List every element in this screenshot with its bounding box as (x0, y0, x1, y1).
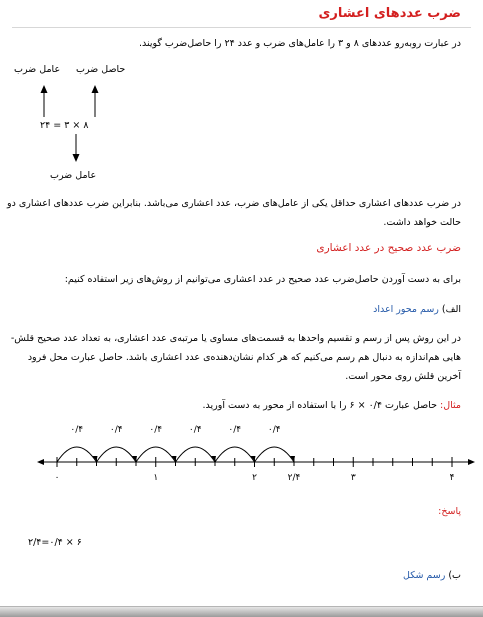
method-a-line-2: هایی هم‌اندازه به دنبال هم رسم می‌کنیم که هر کدام نشان‌دهنده‌ی عدد اعشاری باشد. حاصل عبارت محل فرود (27, 352, 461, 363)
section-heading: ضرب عدد صحیح در عدد اعشاری (316, 242, 461, 254)
page-footer-bar (0, 606, 483, 617)
tick-label: ۳ (350, 473, 356, 483)
title-divider (12, 27, 471, 28)
arrow-down-head (73, 154, 80, 162)
factor-label-top: عامل ضرب (14, 64, 61, 75)
intro-paragraph: در عبارت روبه‌رو عددهای ۸ و ۳ را عامل‌های ضرب و عدد ۲۴ را حاصل‌ضرب گویند. (138, 38, 461, 49)
tick-label: ۱ (153, 473, 159, 483)
factor-equation: ۸ × ۳ = ۲۴ (40, 120, 89, 131)
section-intro: برای به دست آوردن حاصل‌ضرب عدد صحیح در عدد اعشاری می‌توانیم از روش‌های زیر استفاده کنیم: (64, 274, 461, 285)
factor-label-bottom: عامل ضرب (50, 170, 97, 181)
answer-equation: ۶ × ۰/۴=۲/۴ (28, 537, 82, 548)
tick-label: ۴ (449, 473, 455, 483)
method-b-prefix: ب) (448, 570, 461, 581)
paragraph-line-2: حالت خواهد داشت. (383, 217, 461, 228)
axis-arrow-right (468, 459, 475, 465)
tick-label: ۲/۴ (287, 473, 301, 483)
method-a-prefix: الف) (441, 304, 461, 315)
tick-label: ۲ (252, 473, 257, 483)
jump-label: ۰/۴ (109, 425, 123, 435)
method-b (403, 566, 461, 585)
axis-arrow-left (37, 459, 44, 465)
product-label: حاصل ضرب (76, 64, 126, 75)
example-label: مثال: (440, 400, 461, 411)
tick-label: ۰ (54, 473, 60, 483)
method-a-label: رسم محور اعداد (373, 304, 439, 315)
jump-label: ۰/۴ (188, 425, 202, 435)
arrow-up-left-head (41, 85, 48, 93)
number-line (0, 420, 483, 492)
method-a-line-3: آخرین قلش روی محور است. (345, 371, 461, 382)
answer-label: پاسخ: (438, 506, 461, 517)
method-a-line-1: در این روش پس از رسم و تقسیم واحدها به قسمت‌های مساوی یا مرتبه‌ی عدد اعشاری، به تعداد عدد صحیح قلش- (10, 333, 461, 344)
example (203, 396, 462, 415)
method-a (373, 300, 461, 319)
paragraph-line-1: در ضرب عددهای اعشاری حداقل یکی از عامل‌های ضرب، عدد اعشاری می‌باشد. بنابراین ضرب عددهای اعشاری دو (7, 198, 461, 209)
jump-label: ۰/۴ (267, 425, 281, 435)
example-text: حاصل عبارت ۰/۴ × ۶ را با استفاده از محور به دست آورید. (202, 400, 438, 411)
page-title: ضرب عددهای اعشاری (318, 6, 461, 21)
arrow-up-right-head (92, 85, 99, 93)
jump-label: ۰/۴ (70, 425, 84, 435)
jump-label: ۰/۴ (149, 425, 163, 435)
method-b-label: رسم شکل (403, 570, 446, 581)
jump-label: ۰/۴ (228, 425, 242, 435)
